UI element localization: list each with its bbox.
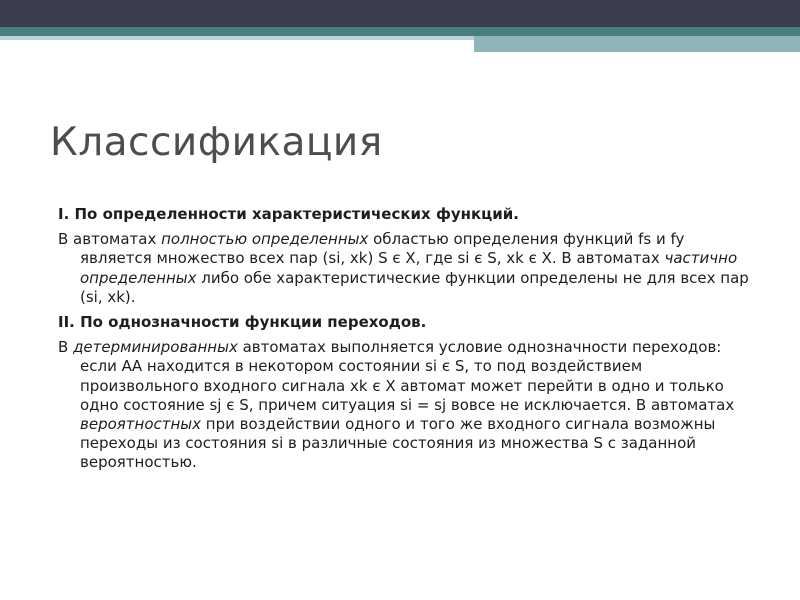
mid-decor-band — [474, 36, 800, 52]
paragraph-1 — [58, 230, 758, 307]
light-decor-band — [0, 36, 474, 40]
text-run: либо обе характеристические функции определены не для всех пар (si, xk). — [80, 268, 749, 306]
slide-title: Классификация — [50, 120, 383, 165]
text-run: В — [58, 338, 74, 357]
section-heading-1: I. По определенности характеристических функций. — [58, 205, 520, 223]
paragraph-2 — [58, 338, 758, 472]
text-run: В автоматах — [58, 230, 162, 249]
italic-term: частично определенных — [80, 249, 738, 287]
text-run: областью определения функций fs и fy является множество всех пар (si, xk) S є X, где si є S, xk є X. В автоматах — [80, 230, 685, 268]
slide-content — [58, 205, 758, 479]
section-heading-2: II. По однозначности функции переходов. — [58, 313, 427, 332]
italic-term: детерминированных — [73, 338, 238, 357]
italic-term: вероятностных — [80, 415, 202, 434]
text-run: автоматах выполняется условие однозначности переходов: если АА находится в некотором состоянии si є S, то под воздействием произвольного входного сигнала xk є X автомат может перейти в одно и только одно состояние sj є S, причем ситуация si = sj вовсе не исключается. В автоматах — [80, 338, 735, 414]
text-run: при воздействии одного и того же входного сигнала возможны переходы из состояния si в различные состояния из множества S с заданной вероятностью. — [80, 415, 716, 472]
teal-decor-band — [0, 27, 800, 36]
italic-term: полностью определенных — [161, 230, 369, 249]
top-decor-bar — [0, 0, 800, 27]
